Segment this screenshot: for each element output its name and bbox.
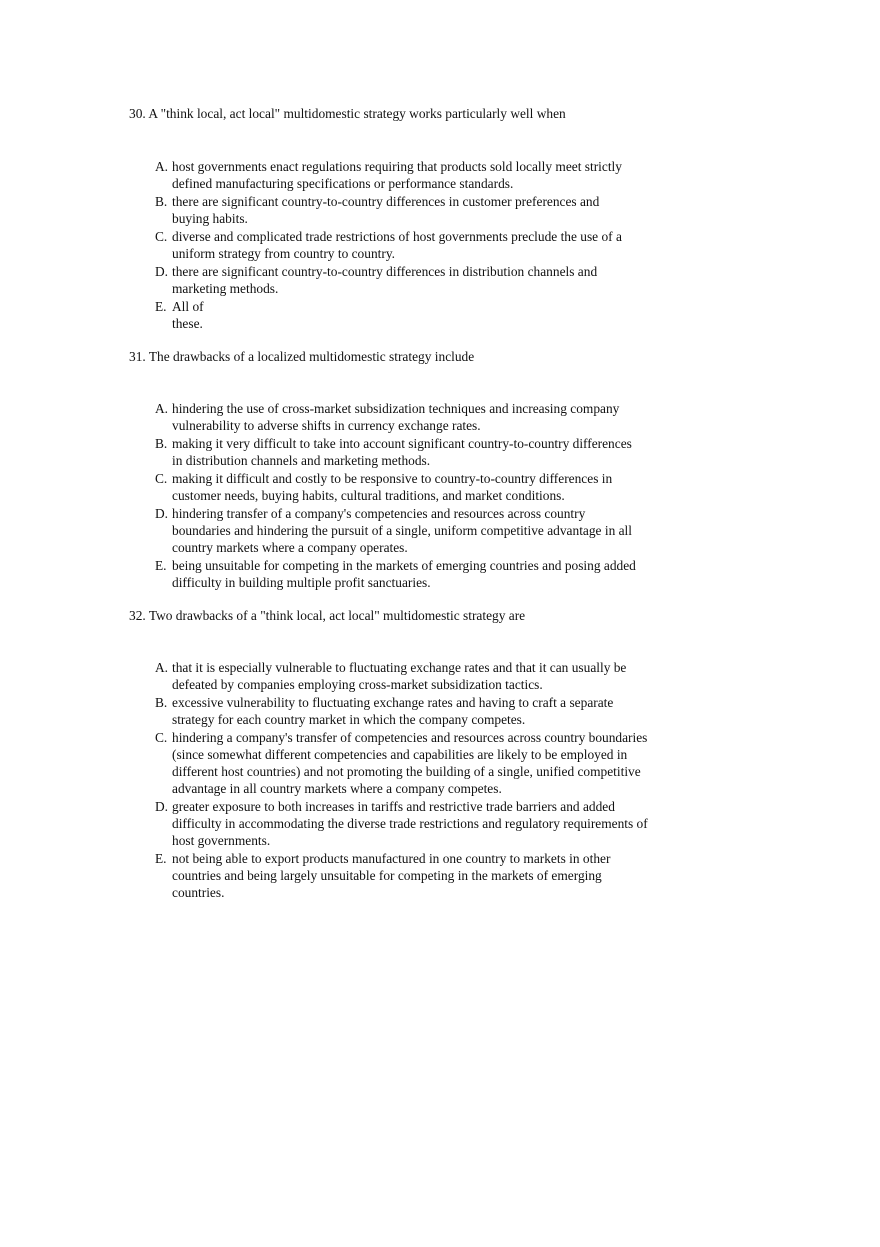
- question-stem: 31. The drawbacks of a localized multidomestic strategy include: [129, 349, 475, 364]
- option-letter: A.: [155, 401, 169, 416]
- option-letter: E.: [155, 851, 167, 866]
- option-a: [155, 158, 635, 192]
- option-b: [155, 694, 655, 728]
- question-32: [129, 607, 689, 900]
- question-30: [129, 105, 689, 331]
- option-letter: D.: [155, 264, 169, 279]
- option-letter: C.: [155, 471, 168, 486]
- option-a: [155, 400, 645, 434]
- option-text: not being able to export products manufactured in one country to markets in other countries and being largely unsuitable for competing in the markets of emerging countries.: [172, 851, 611, 900]
- option-text: hindering transfer of a company's competencies and resources across country boundaries and hindering the pursuit of a single, uniform competitive advantage in all country markets where a company operates.: [172, 506, 632, 555]
- question-31: [129, 348, 689, 590]
- option-text: hindering the use of cross-market subsidization techniques and increasing company vulnerability to adverse shifts in currency exchange rates.: [172, 401, 620, 433]
- option-d: [155, 505, 645, 556]
- option-e: [155, 298, 635, 332]
- option-letter: A.: [155, 159, 169, 174]
- option-b: [155, 193, 635, 227]
- option-text: making it difficult and costly to be responsive to country-to-country differences in customer needs, buying habits, cultural traditions, and market conditions.: [172, 471, 613, 503]
- option-letter: B.: [155, 695, 168, 710]
- option-text: that it is especially vulnerable to fluctuating exchange rates and that it can usually be defeated by companies employing cross-market subsidization tactics.: [172, 660, 627, 692]
- option-c: [155, 729, 655, 797]
- option-letter: B.: [155, 436, 168, 451]
- option-e: [155, 850, 655, 901]
- option-text: hindering a company's transfer of competencies and resources across country boundaries (since somewhat different competencies and capabilities are likely to be employed in different host countries) and not promoting the building of a single, unified competitive advantage in all country markets where a company competes.: [172, 730, 648, 796]
- option-a: [155, 659, 655, 693]
- option-text: All of these.: [172, 299, 204, 331]
- question-stem: 30. A "think local, act local" multidomestic strategy works particularly well when: [129, 106, 566, 121]
- option-text: host governments enact regulations requiring that products sold locally meet strictly defined manufacturing specifications or performance standards.: [172, 159, 622, 191]
- option-text: diverse and complicated trade restrictions of host governments preclude the use of a uniform strategy from country to country.: [172, 229, 622, 261]
- question-stem: 32. Two drawbacks of a "think local, act local" multidomestic strategy are: [129, 608, 526, 623]
- answer-options: [155, 158, 635, 333]
- option-text: making it very difficult to take into account significant country-to-country differences in distribution channels and marketing methods.: [172, 436, 632, 468]
- option-c: [155, 470, 645, 504]
- option-letter: C.: [155, 229, 168, 244]
- option-d: [155, 263, 635, 297]
- answer-options: [155, 400, 645, 592]
- option-letter: E.: [155, 299, 167, 314]
- option-letter: D.: [155, 799, 169, 814]
- option-text: excessive vulnerability to fluctuating exchange rates and having to craft a separate strategy for each country market in which the company competes.: [172, 695, 614, 727]
- option-letter: E.: [155, 558, 167, 573]
- option-e: [155, 557, 645, 591]
- option-text: greater exposure to both increases in tariffs and restrictive trade barriers and added difficulty in accommodating the diverse trade restrictions and regulatory requirements of host governments.: [172, 799, 648, 848]
- answer-options: [155, 659, 655, 902]
- option-d: [155, 798, 655, 849]
- option-letter: A.: [155, 660, 169, 675]
- option-text: being unsuitable for competing in the markets of emerging countries and posing added difficulty in building multiple profit sanctuaries.: [172, 558, 636, 590]
- option-text: there are significant country-to-country differences in distribution channels and marketing methods.: [172, 264, 598, 296]
- option-letter: B.: [155, 194, 168, 209]
- option-letter: C.: [155, 730, 168, 745]
- option-letter: D.: [155, 506, 169, 521]
- option-text: there are significant country-to-country differences in customer preferences and buying habits.: [172, 194, 600, 226]
- option-b: [155, 435, 645, 469]
- option-c: [155, 228, 635, 262]
